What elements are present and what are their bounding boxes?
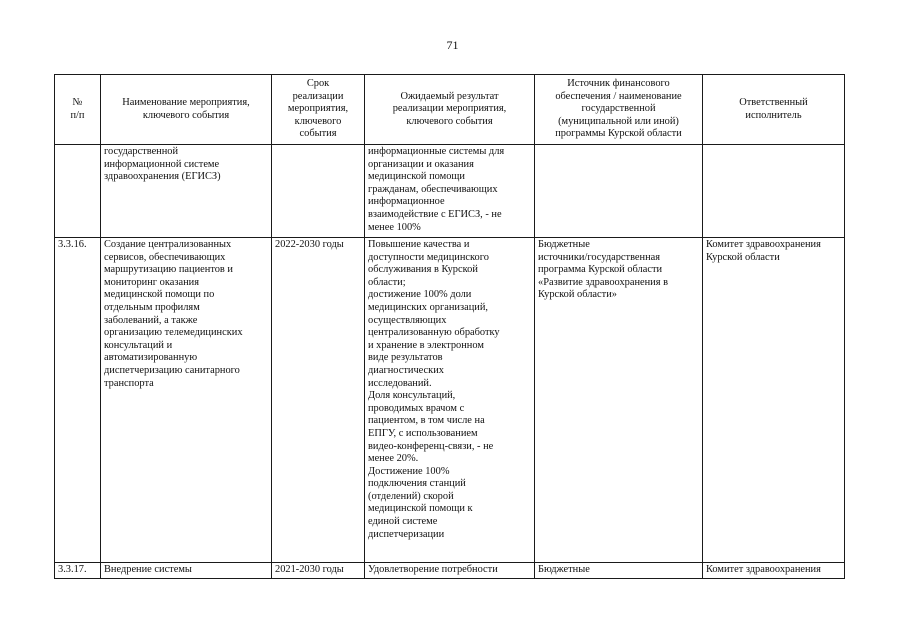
measures-table	[54, 74, 845, 579]
header-term: Срок реализации мероприятия, ключевого события	[272, 75, 365, 145]
cell-executor: Комитет здравоохранения	[703, 563, 845, 579]
cell-result: Повышение качества и доступности медицинского обслуживания в Курской области; достижение 100% доли медицинских организаций, осуществляющих централизованную обработку и хранение в электронном виде результатов диагностических исследований. Доля консультаций, проводимых врачом с пациентом, в том числе на ЕПГУ, с использованием видео-конференц-связи, - не менее 20%. Достижение 100% подключения станций (отделений) скорой медицинской помощи к единой системе диспетчеризации	[365, 238, 535, 563]
cell-term: 2021-2030 годы	[272, 563, 365, 579]
cell-source: Бюджетные источники/государственная программа Курской области «Развитие здравоохранения в Курской области»	[535, 238, 703, 563]
cell-name: Внедрение системы	[101, 563, 272, 579]
page-number: 71	[446, 38, 459, 52]
cell-source	[535, 145, 703, 238]
cell-term	[272, 145, 365, 238]
cell-name: государственной информационной системе здравоохранения (ЕГИСЗ)	[101, 145, 272, 238]
cell-number: 3.3.16.	[55, 238, 101, 563]
cell-result: Удовлетворение потребности	[365, 563, 535, 579]
cell-number	[55, 145, 101, 238]
cell-name: Создание централизованных сервисов, обеспечивающих маршрутизацию пациентов и мониторинг оказания медицинской помощи по отдельным профилям заболеваний, а также организацию телемедицинских консультаций и автоматизированную диспетчеризацию санитарного транспорта	[101, 238, 272, 563]
header-number: № п/п	[55, 75, 101, 145]
cell-result: информационные системы для организации и оказания медицинской помощи гражданам, обеспечивающих информационное взаимодействие с ЕГИСЗ, - не менее 100%	[365, 145, 535, 238]
table-row	[55, 563, 845, 579]
cell-executor: Комитет здравоохранения Курской области	[703, 238, 845, 563]
cell-term: 2022-2030 годы	[272, 238, 365, 563]
header-result: Ожидаемый результат реализации мероприятия, ключевого события	[365, 75, 535, 145]
table-header-row	[55, 75, 845, 145]
cell-executor	[703, 145, 845, 238]
cell-number: 3.3.17.	[55, 563, 101, 579]
table-row	[55, 238, 845, 563]
header-name: Наименование мероприятия, ключевого события	[101, 75, 272, 145]
table-row	[55, 145, 845, 238]
header-source: Источник финансового обеспечения / наименование государственной (муниципальной или иной) программы Курской области	[535, 75, 703, 145]
header-executor: Ответственный исполнитель	[703, 75, 845, 145]
cell-source: Бюджетные	[535, 563, 703, 579]
